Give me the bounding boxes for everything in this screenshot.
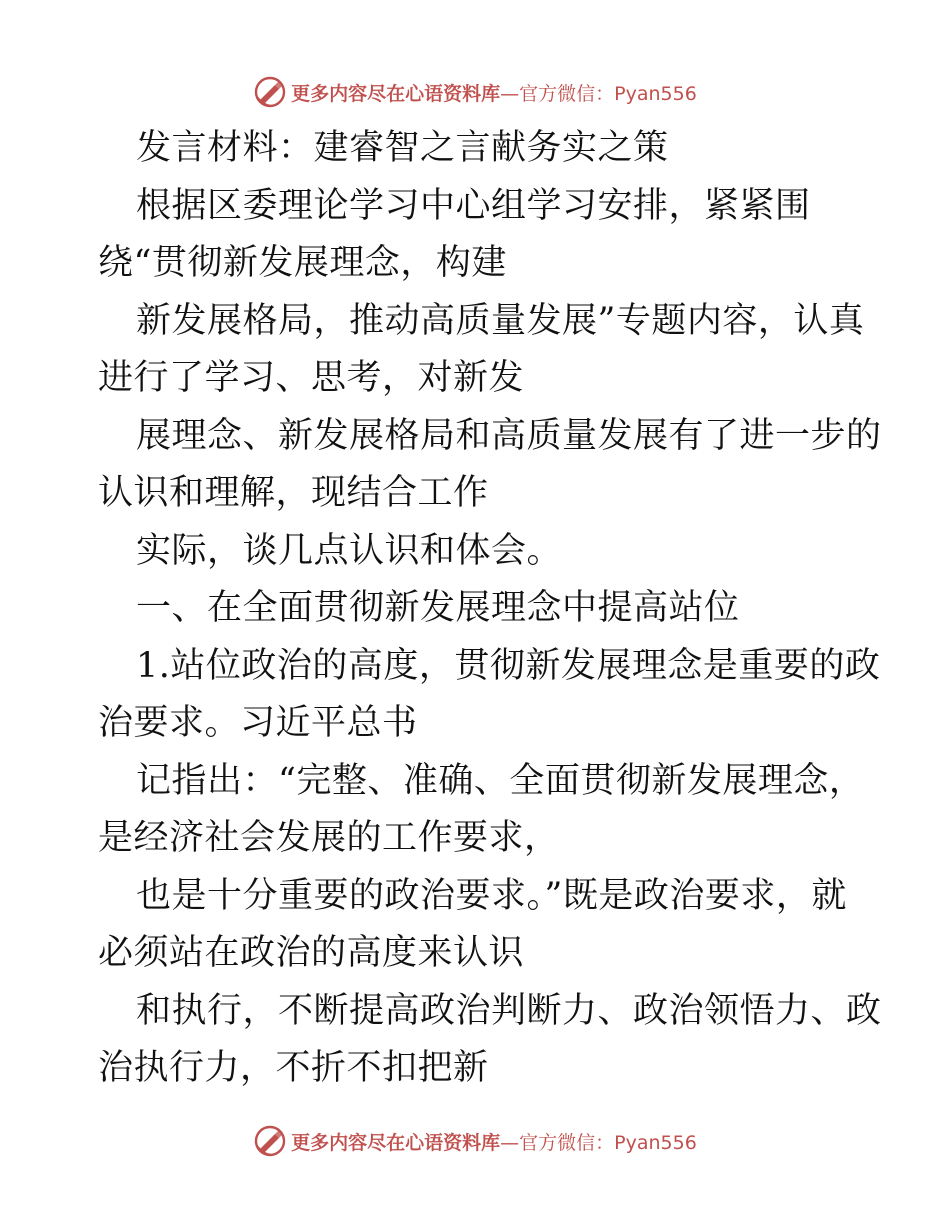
section-heading: 一、在全面贯彻新发展理念中提高站位 [136,588,740,628]
text-line: 进行了学习、思考，对新发 [98,358,525,398]
header-banner [0,72,950,112]
footer-banner-text: 更多内容尽在心语资料库 [291,1131,501,1154]
text-line: 是经济社会发展的工作要求， [98,818,560,858]
document-title: 发言材料：建睿智之言献务实之策 [136,128,669,168]
header-banner-text: 更多内容尽在心语资料库 [291,82,501,105]
footer-banner [0,1121,950,1161]
header-banner-contact: —官方微信：Pyan556 [500,82,697,105]
pen-logo-icon [253,75,287,109]
text-line: 治执行力，不折不扣把新 [98,1048,489,1088]
document-body [98,120,882,1098]
text-line: 展理念、新发展格局和高质量发展有了进一步的 [136,415,882,456]
text-line: 实际，谈几点认识和体会。 [136,530,563,571]
text-line: 和执行，不断提高政治判断力、政治领悟力、政 [136,990,882,1031]
text-line: 绕“贯彻新发展理念，构建 [98,243,507,283]
text-line: 新发展格局，推动高质量发展”专题内容，认真 [136,300,865,341]
footer-banner-contact: —官方微信：Pyan556 [500,1131,697,1154]
text-line: 根据区委理论学习中心组学习安排，紧紧围 [136,185,811,226]
text-line: 1.站位政治的高度，贯彻新发展理念是重要的政 [136,645,881,686]
text-line: 认识和理解，现结合工作 [98,473,489,513]
text-line: 治要求。习近平总书 [98,703,418,743]
pen-logo-icon [253,1124,287,1158]
text-line: 也是十分重要的政治要求。”既是政治要求，就 [136,875,847,916]
text-line: 必须站在政治的高度来认识 [98,933,525,973]
text-line: 记指出：“完整、准确、全面贯彻新发展理念， [136,760,865,801]
